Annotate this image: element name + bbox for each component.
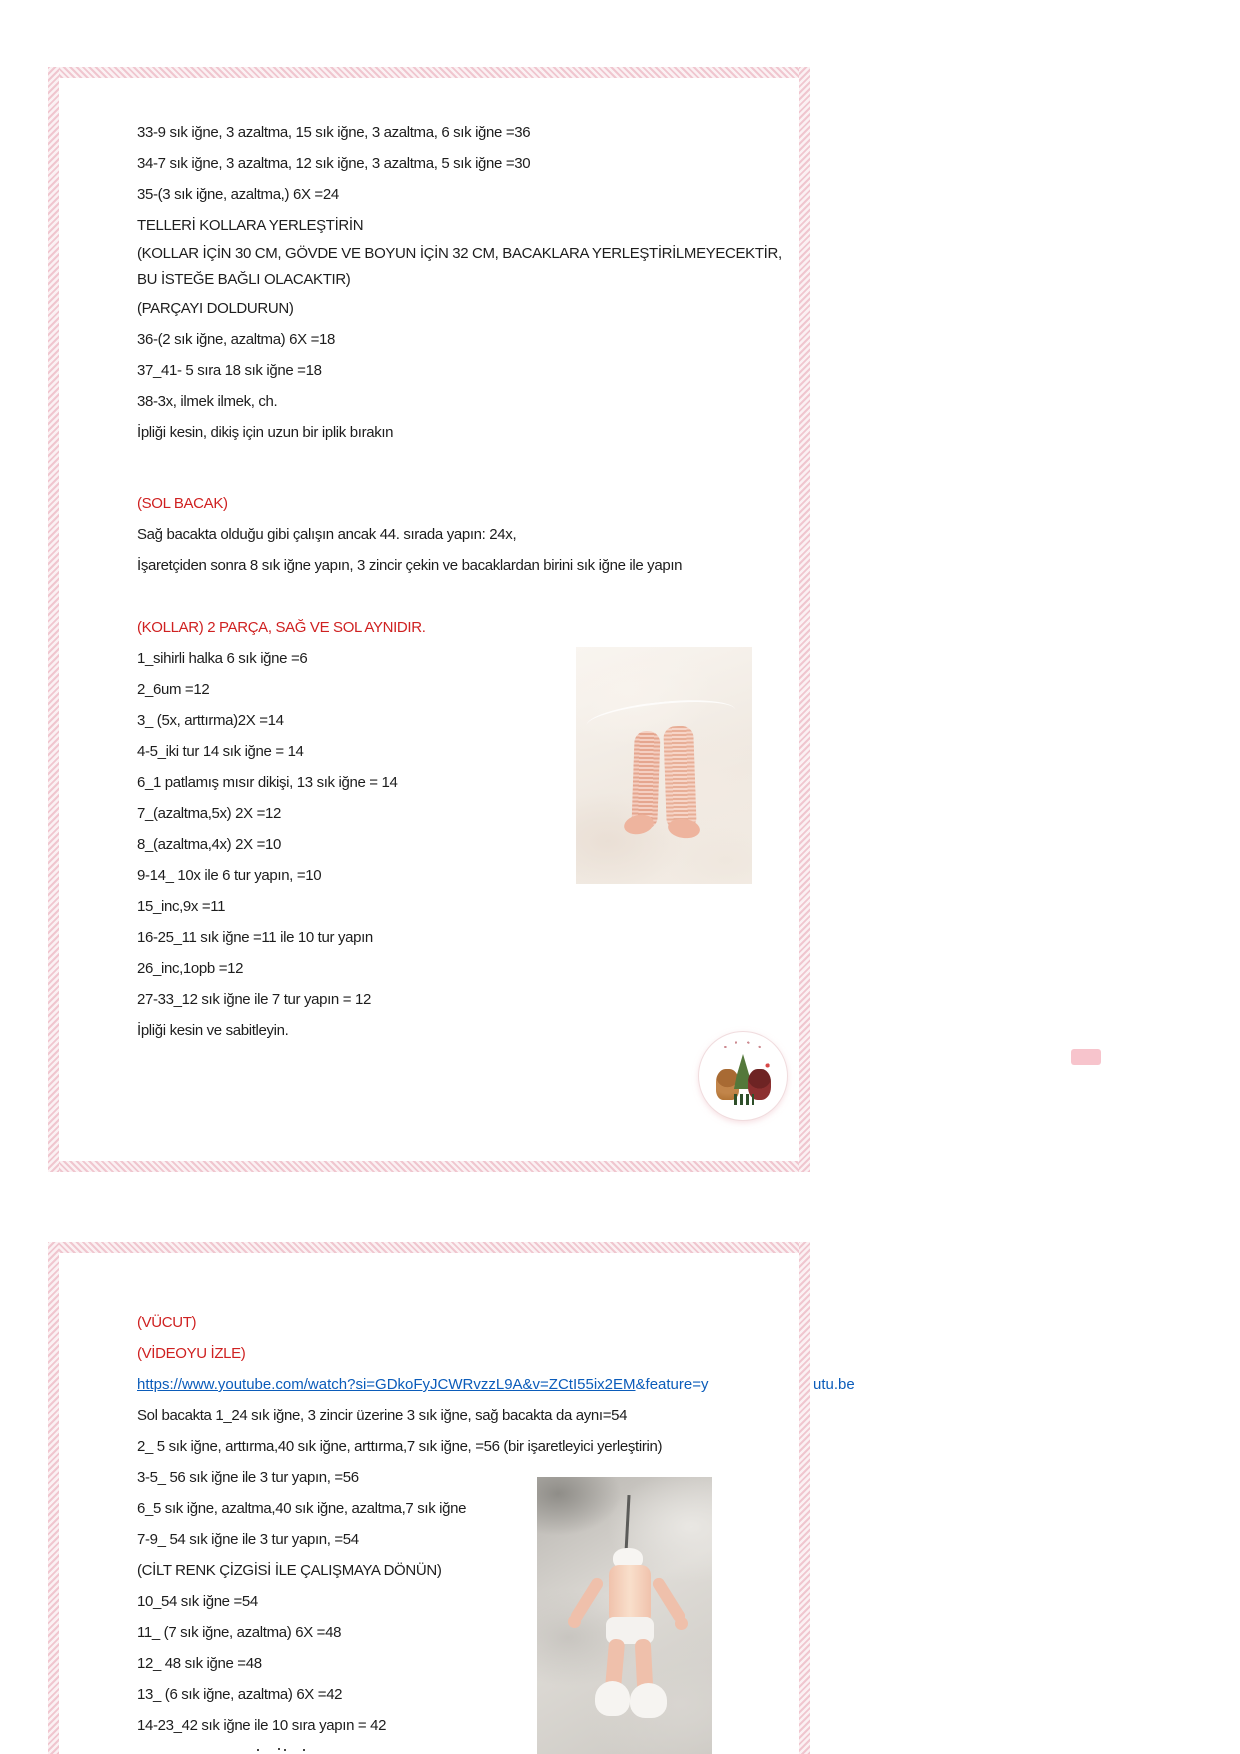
- pattern-line: 26_inc,1opb =12: [137, 960, 244, 977]
- pattern-line: İpliği kesin ve sabitleyin.: [137, 1022, 289, 1039]
- pattern-line: 36-(2 sık iğne, azaltma) 6X =18: [137, 331, 336, 348]
- arms-heading: (KOLLAR) 2 PARÇA, SAĞ VE SOL AYNIDIR.: [137, 619, 426, 636]
- pattern-line: 4-5_iki tur 14 sık iğne = 14: [137, 743, 304, 760]
- pattern-line: TELLERİ KOLLARA YERLEŞTİRİN: [137, 217, 364, 234]
- pattern-line: BU İSTEĞE BAĞLI OLACAKTIR): [137, 271, 351, 288]
- pattern-line: 35-(3 sık iğne, azaltma,) 6X =24: [137, 186, 339, 203]
- pattern-line: İpliği kesin, dikiş için uzun bir iplik bırakın: [137, 424, 394, 441]
- page1-border-bottom: [48, 1161, 810, 1172]
- arms-photo: [576, 647, 752, 884]
- doll-boot-right: [630, 1683, 667, 1718]
- spacer: [137, 448, 782, 488]
- pattern-line: 13_ (6 sık iğne, azaltma) 6X =42: [137, 1686, 343, 1703]
- pattern-line: (PARÇAYI DOLDURUN): [137, 300, 294, 317]
- page2-border-left: [48, 1242, 59, 1754]
- doll-hand-right: [675, 1617, 688, 1630]
- pattern-line: 2_6um =12: [137, 681, 210, 698]
- pattern-line: 1_sihirli halka 6 sık iğne =6: [137, 650, 308, 667]
- pattern-line: (KOLLAR İÇİN 30 CM, GÖVDE VE BOYUN İÇİN 32 CM, BACAKLARA YERLEŞTİRİLMEYECEKTİR,: [137, 245, 782, 262]
- wire: [624, 1495, 630, 1553]
- pattern-line: 9-14_ 10x ile 6 tur yapın, =10: [137, 867, 322, 884]
- pattern-page-2: [48, 1242, 855, 1754]
- pattern-line: 16-25_11 sık iğne =11 ile 10 tur yapın: [137, 929, 373, 946]
- youtube-link-tail-after-border: utu.be: [813, 1376, 855, 1393]
- body-heading: (VÜCUT): [137, 1314, 197, 1331]
- video-heading: (VİDEOYU İZLE): [137, 1345, 246, 1362]
- pattern-line: 7-9_ 54 sık iğne ile 3 tur yapın, =54: [137, 1531, 359, 1548]
- pattern-line: 7_(azaltma,5x) 2X =12: [137, 805, 281, 822]
- pink-edge-mark: [1071, 1049, 1101, 1065]
- pattern-line: 3_ (5x, arttırma)2X =14: [137, 712, 284, 729]
- pattern-line: 15_inc,9x =11: [137, 898, 226, 915]
- youtube-link-tail: &feature=y: [635, 1376, 709, 1393]
- yarn-thread: [585, 694, 738, 742]
- doll-body-photo: [537, 1477, 712, 1754]
- pattern-line: 27-33_12 sık iğne ile 7 tur yapın = 12: [137, 991, 371, 1008]
- pattern-line: 34-7 sık iğne, 3 azaltma, 12 sık iğne, 3 azaltma, 5 sık iğne =30: [137, 155, 531, 172]
- pattern-line: İşaretçiden sonra 8 sık iğne yapın, 3 zincir çekin ve bacaklardan birini sık iğne ile yapın: [137, 557, 683, 574]
- page1-text-column: [137, 117, 782, 1046]
- pattern-line: 10_54 sık iğne =54: [137, 1593, 258, 1610]
- cropped-next-line-fragment: [252, 1747, 322, 1754]
- pattern-line: Sağ bacakta olduğu gibi çalışın ancak 44. sırada yapın: 24x,: [137, 526, 517, 543]
- youtube-link-line: [137, 1369, 855, 1400]
- doll-torso: [609, 1565, 651, 1625]
- pattern-page-1: [48, 67, 810, 1172]
- page2-border-top: [48, 1242, 810, 1253]
- pattern-line: 14-23_42 sık iğne ile 10 sıra yapın = 42: [137, 1717, 387, 1734]
- doll-boot-left: [595, 1681, 630, 1716]
- pattern-line: 6_5 sık iğne, azaltma,40 sık iğne, azaltma,7 sık iğne: [137, 1500, 467, 1517]
- page1-border-top: [48, 67, 810, 78]
- pattern-line: 8_(azaltma,4x) 2X =10: [137, 836, 281, 853]
- left-leg-heading: (SOL BACAK): [137, 495, 228, 512]
- pattern-line: 33-9 sık iğne, 3 azaltma, 15 sık iğne, 3 azaltma, 6 sık iğne =36: [137, 124, 531, 141]
- page1-border-right: [799, 67, 810, 1172]
- pattern-line: 6_1 patlamış mısır dikişi, 13 sık iğne = 14: [137, 774, 398, 791]
- pattern-line: 11_ (7 sık iğne, azaltma) 6X =48: [137, 1624, 342, 1641]
- pattern-line: 38-3x, ilmek ilmek, ch.: [137, 393, 278, 410]
- pattern-line: (CİLT RENK ÇİZGİSİ İLE ÇALIŞMAYA DÖNÜN): [137, 1562, 442, 1579]
- pattern-line: 37_41- 5 sıra 18 sık iğne =18: [137, 362, 322, 379]
- pattern-line: 12_ 48 sık iğne =48: [137, 1655, 262, 1672]
- page1-border-left: [48, 67, 59, 1172]
- page2-border-right: [799, 1242, 810, 1754]
- doll-hand-left: [568, 1615, 581, 1628]
- pattern-line: Sol bacakta 1_24 sık iğne, 3 zincir üzerine 3 sık iğne, sağ bacakta da aynı=54: [137, 1407, 628, 1424]
- crochet-arm-right: [663, 726, 697, 831]
- spacer: [137, 581, 782, 612]
- maker-logo: [698, 1031, 788, 1121]
- pattern-line: 2_ 5 sık iğne, arttırma,40 sık iğne, arttırma,7 sık iğne, =56 (bir işaretleyici yerleştirin): [137, 1438, 663, 1455]
- youtube-link[interactable]: https://www.youtube.com/watch?si=GDkoFyJCWRvzzL9A&v=ZCtI55ix2EM: [137, 1376, 636, 1393]
- logo-detail: [734, 1094, 754, 1105]
- pattern-line: 3-5_ 56 sık iğne ile 3 tur yapın, =56: [137, 1469, 359, 1486]
